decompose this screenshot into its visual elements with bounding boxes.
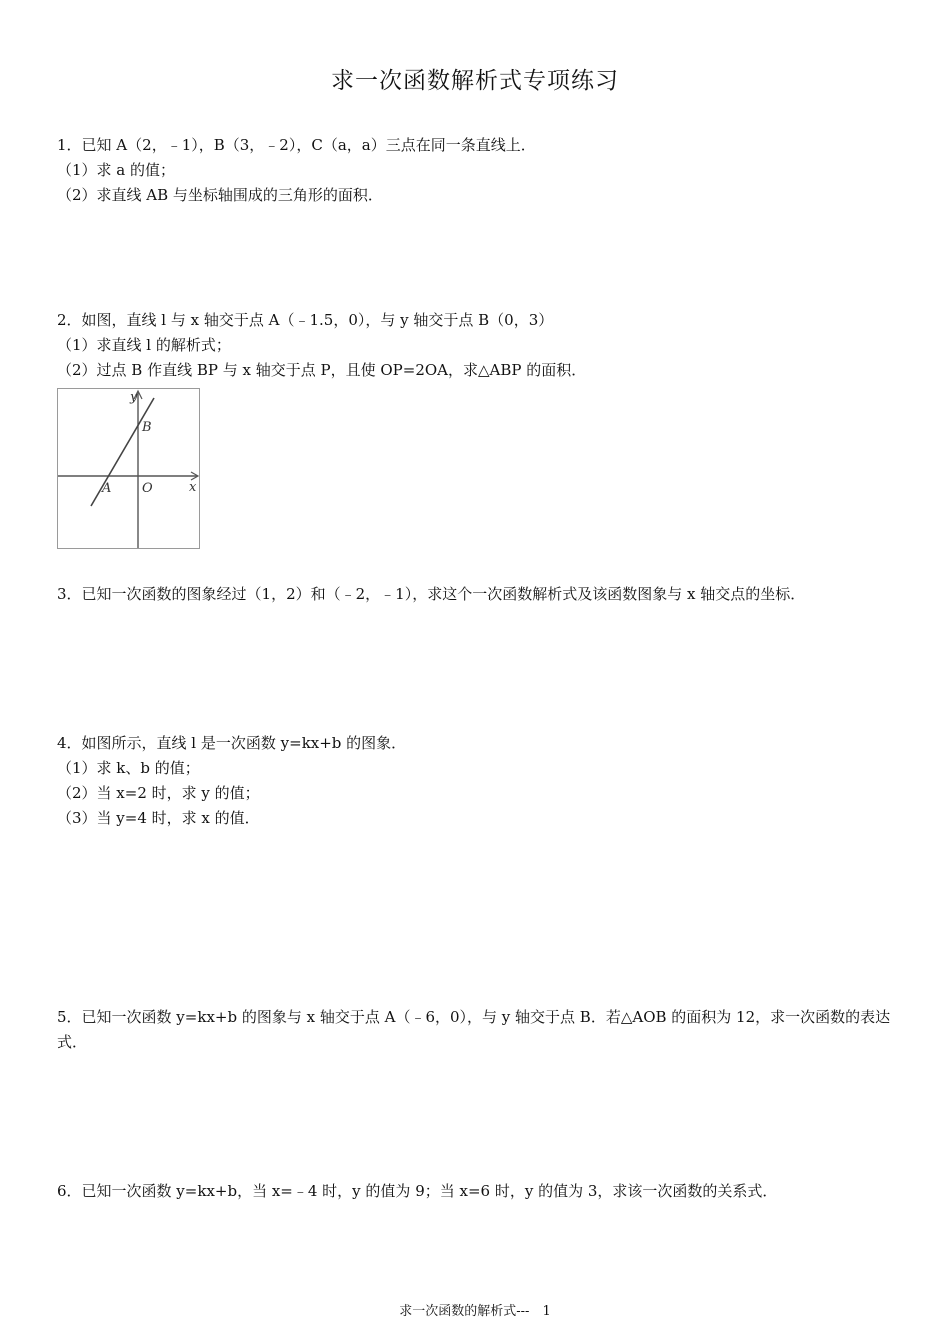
y-axis-label: y — [130, 390, 138, 405]
question-1 — [57, 133, 902, 208]
question-4-stem: 4．如图所示，直线 l 是一次函数 y=kx+b 的图象． — [57, 734, 407, 752]
origin-label: O — [142, 481, 153, 496]
question-3 — [57, 582, 902, 607]
question-6-stem: 6．已知一次函数 y=kx+b，当 x=﹣4 时，y 的值为 9；当 x=6 时，y 的值为 3，求该一次函数的关系式． — [57, 1182, 778, 1200]
question-4 — [57, 731, 902, 831]
question-2-part-1: （1）求直线 l 的解析式； — [57, 336, 231, 354]
question-1-part-2: （2）求直线 AB 与坐标轴围成的三角形的面积． — [57, 186, 383, 204]
question-2 — [57, 308, 902, 383]
x-axis-label: x — [189, 480, 197, 495]
question-2-figure — [57, 388, 200, 549]
page-title: 求一次函数解析式专项练习 — [331, 68, 619, 94]
question-1-part-1: （1）求 a 的值； — [57, 161, 176, 179]
point-a-label: A — [102, 481, 112, 496]
question-4-part-3: （3）当 y=4 时，求 x 的值． — [57, 809, 260, 827]
question-1-stem: 1．已知 A（2，﹣1），B（3，﹣2），C（a，a）三点在同一条直线上． — [57, 136, 536, 154]
point-b-label: B — [142, 420, 152, 435]
question-5-stem: 5．已知一次函数 y=kx+b 的图象与 x 轴交于点 A（﹣6，0），与 y 轴交于点 B．若△AOB 的面积为 12，求一次函数的表达式． — [57, 1008, 891, 1051]
question-4-part-1: （1）求 k、b 的值； — [57, 759, 200, 777]
question-3-stem: 3．已知一次函数的图象经过（1，2）和（﹣2，﹣1），求这个一次函数解析式及该函数图象与 x 轴交点的坐标． — [57, 585, 806, 603]
question-2-part-2: （2）过点 B 作直线 BP 与 x 轴交于点 P，且使 OP=2OA，求△ABP 的面积． — [57, 361, 587, 379]
question-4-part-2: （2）当 x=2 时，求 y 的值； — [57, 784, 260, 802]
question-2-stem: 2．如图，直线 l 与 x 轴交于点 A（﹣1.5，0），与 y 轴交于点 B（0，3） — [57, 311, 554, 329]
coordinate-graph — [58, 389, 199, 548]
page-footer: 求一次函数的解析式--- 1 — [399, 1304, 551, 1319]
question-6 — [57, 1179, 902, 1204]
question-5 — [57, 1005, 902, 1055]
